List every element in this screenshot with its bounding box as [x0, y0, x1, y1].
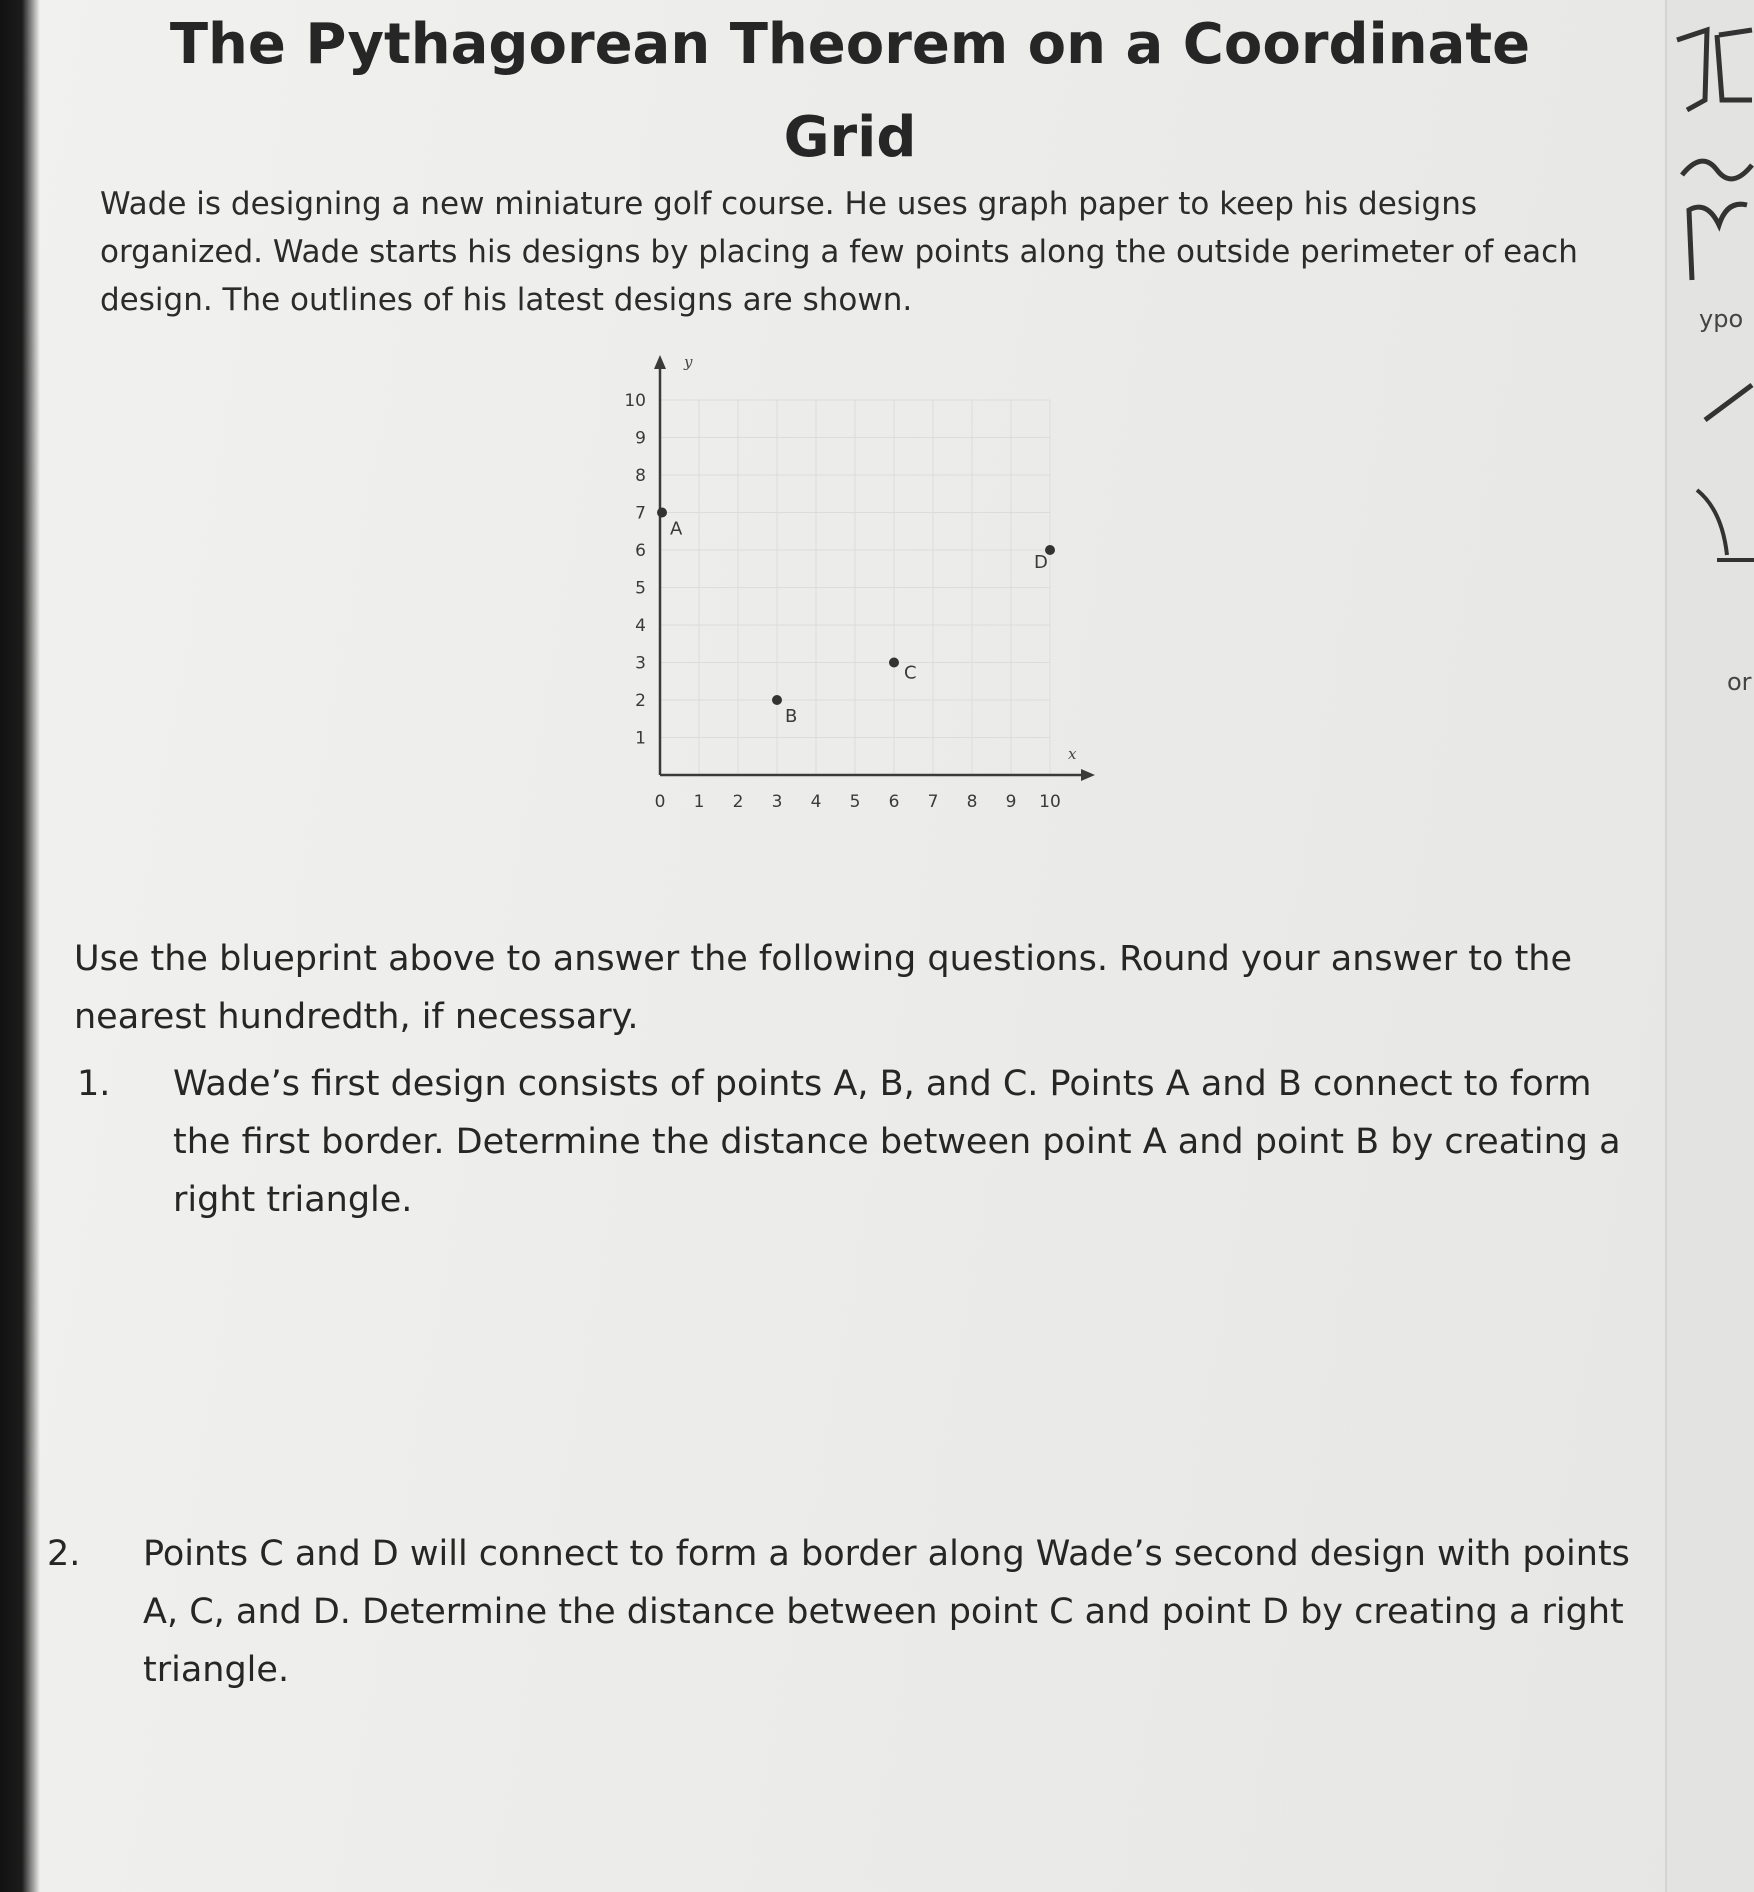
x-tick-label: 6 — [888, 792, 900, 812]
question-2-text: Points C and D will connect to form a border along Wade’s second design with points A, C, and D. Determine the distance between point C and point D by creating a right triangle. — [143, 1534, 1630, 1690]
intro-paragraph: Wade is designing a new miniature golf course. He uses graph paper to keep his designs organized. Wade starts his designs by placing a few points along the outside perimeter of each design. The outlines of his latest designs are shown. — [100, 186, 1578, 318]
y-tick-label: 1 — [635, 728, 646, 749]
worksheet-title-line1: The Pythagorean Theorem on a Coordinate — [169, 12, 1531, 77]
worksheet-title-line2: Grid — [783, 105, 917, 170]
question-2-number: 2. — [47, 1534, 81, 1574]
point-c-label: C — [904, 662, 917, 684]
y-tick-label: 9 — [635, 428, 646, 449]
point-a-marker — [657, 508, 667, 518]
x-tick-label: 1 — [693, 792, 705, 812]
adjacent-page-strip — [1665, 0, 1754, 1892]
y-tick-labels — [624, 391, 646, 749]
x-tick-label: 5 — [849, 792, 861, 812]
point-b-label: B — [785, 706, 798, 727]
x-axis-label: x — [1068, 745, 1077, 763]
question-1-text: Wade’s first design consists of points A, B, and C. Points A and B connect to form the first border. Determine the distance between point A and point B by creating a right triangle. — [173, 1064, 1621, 1220]
margin-fragment-1: ypo — [1699, 305, 1744, 333]
x-tick-label: 4 — [810, 792, 822, 812]
point-a-label: A — [670, 518, 683, 540]
y-tick-label: 8 — [635, 466, 646, 486]
x-tick-labels — [655, 792, 1061, 812]
coordinate-grid-chart — [620, 345, 1120, 825]
question-2 — [47, 1525, 1655, 1699]
margin-scribbles — [1667, 0, 1754, 900]
x-tick-label: 0 — [654, 792, 666, 812]
y-axis-label: y — [684, 353, 693, 371]
chart-grid — [660, 400, 1050, 775]
instructions-paragraph: Use the blueprint above to answer the following questions. Round your answer to the nearest hundredth, if necessary. — [74, 939, 1573, 1037]
x-tick-label: 10 — [1039, 792, 1061, 812]
x-tick-label: 8 — [966, 792, 978, 812]
question-1 — [77, 1055, 1645, 1229]
margin-fragment-2: or — [1727, 668, 1752, 696]
point-b-marker — [772, 695, 782, 705]
x-tick-label: 7 — [927, 792, 939, 812]
x-tick-label: 9 — [1005, 792, 1017, 812]
point-d-label: D — [1034, 552, 1048, 573]
y-tick-label: 6 — [635, 541, 646, 561]
y-tick-label: 2 — [635, 691, 646, 711]
y-tick-label: 10 — [624, 391, 646, 411]
chart-axes — [654, 353, 1095, 781]
y-tick-label: 7 — [635, 503, 646, 524]
question-1-number: 1. — [77, 1064, 111, 1104]
y-tick-label: 4 — [635, 616, 646, 636]
x-tick-label: 3 — [771, 792, 783, 812]
x-tick-label: 2 — [732, 792, 744, 812]
x-axis-arrow-icon — [1081, 769, 1095, 781]
chart-points — [657, 508, 1055, 728]
y-tick-label: 5 — [635, 578, 646, 599]
y-axis-arrow-icon — [654, 355, 666, 369]
point-c-marker — [889, 658, 899, 668]
y-tick-label: 3 — [635, 653, 646, 674]
